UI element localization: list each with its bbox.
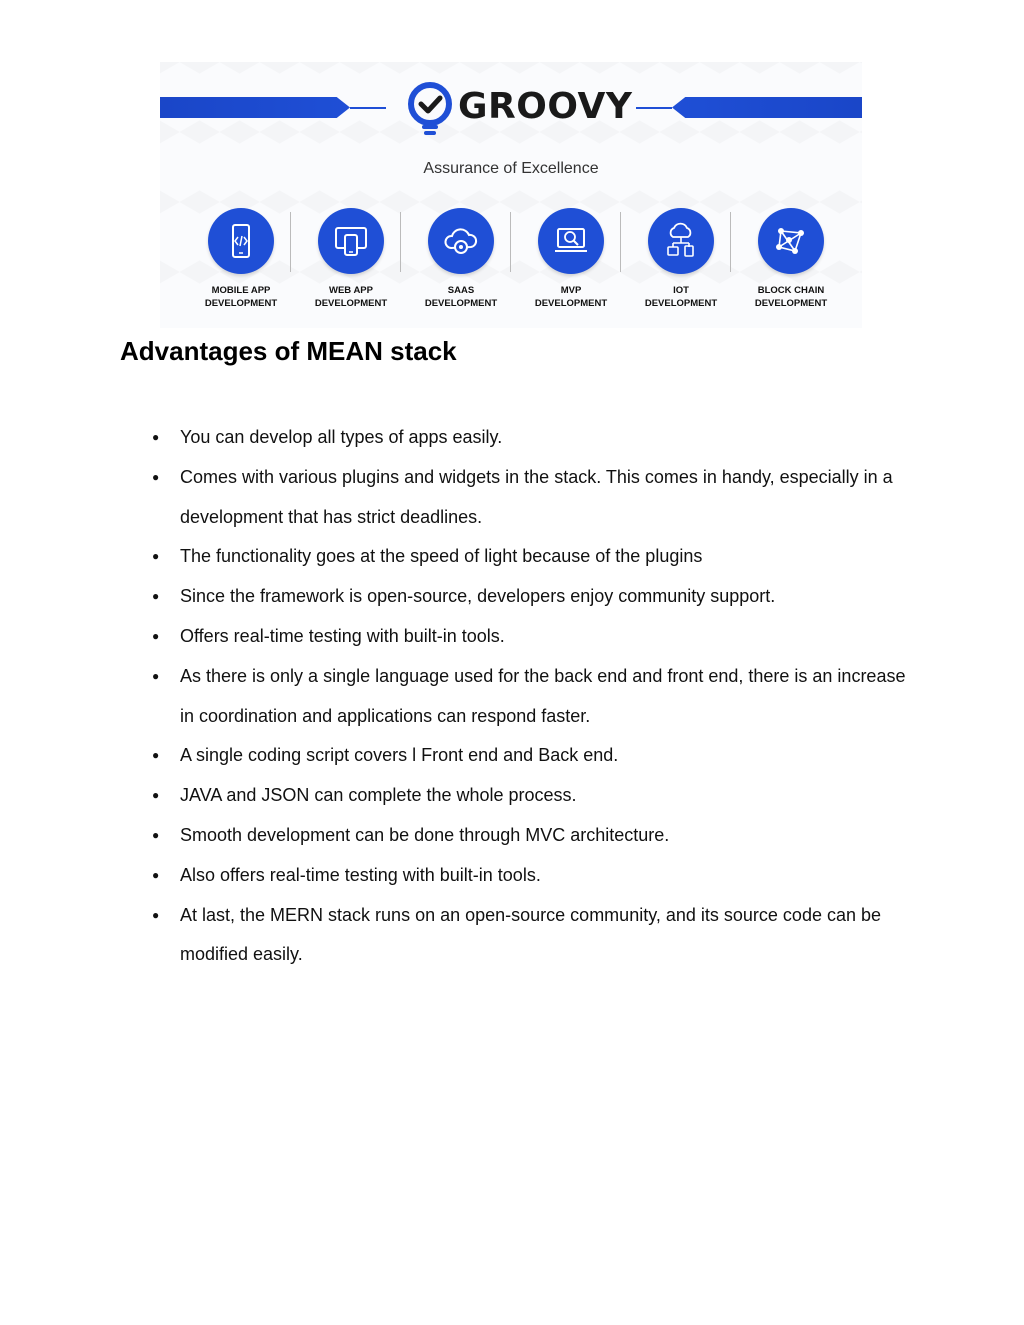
bullet-icon: ● (152, 430, 160, 444)
bullet-icon: ● (152, 748, 160, 763)
service-label: MOBILE APP DEVELOPMENT (204, 285, 278, 309)
list-item: ● Offers real-time testing with built-in tools. (120, 617, 910, 657)
service-divider (730, 212, 731, 272)
banner-stripe-line-right (636, 107, 672, 109)
service-divider (290, 212, 291, 272)
service-label: MVP DEVELOPMENT (534, 285, 608, 309)
bullet-icon: ● (152, 628, 160, 643)
bullet-icon: ● (152, 867, 160, 882)
list-item: ● A single coding script covers l Front end and Back end. (120, 736, 910, 776)
list-item: ● Comes with various plugins and widgets in the stack. This comes in handy, especially in a development that has strict deadlines. (120, 458, 910, 538)
service-label: BLOCK CHAIN DEVELOPMENT (754, 285, 828, 309)
service-divider (400, 212, 401, 272)
list-item: ● Since the framework is open-source, developers enjoy community support. (120, 577, 910, 617)
list-item: ● Smooth development can be done through MVC architecture. (120, 816, 910, 856)
services-row (196, 208, 856, 318)
service-mvp (526, 208, 616, 310)
service-label: SAAS DEVELOPMENT (424, 285, 498, 309)
mobile-code-icon (208, 208, 274, 274)
banner-stripe-line-left (350, 107, 386, 109)
service-divider (620, 212, 621, 272)
service-divider (510, 212, 511, 272)
service-mobile-app (196, 208, 286, 310)
list-item: ● Also offers real-time testing with built-in tools. (120, 856, 910, 896)
service-saas (416, 208, 506, 310)
brand-name: GROOVY (458, 86, 633, 127)
service-web-app (306, 208, 396, 310)
list-item: ● The functionality goes at the speed of light because of the plugins (120, 537, 910, 577)
list-item: ● At last, the MERN stack runs on an open-source community, and its source code can be modified easily. (120, 896, 910, 976)
banner-stripe-left (160, 97, 350, 118)
groovy-banner (160, 62, 862, 328)
section-heading: Advantages of MEAN stack (120, 336, 457, 366)
advantages-list (120, 418, 910, 975)
service-label: IOT DEVELOPMENT (644, 285, 718, 309)
bullet-icon: ● (152, 668, 160, 683)
blockchain-network-icon (758, 208, 824, 274)
iot-cloud-icon (648, 208, 714, 274)
service-blockchain (746, 208, 836, 310)
brand-tagline: Assurance of Excellence (423, 160, 599, 177)
cloud-gear-icon (428, 208, 494, 274)
bullet-icon: ● (152, 589, 160, 604)
bullet-icon: ● (152, 469, 160, 484)
list-item: ● JAVA and JSON can complete the whole process. (120, 776, 910, 816)
bullet-icon: ● (152, 549, 160, 564)
mvp-laptop-icon (538, 208, 604, 274)
groovy-bulb-check-icon (406, 82, 454, 138)
list-item: ● You can develop all types of apps easily. (120, 418, 910, 458)
bullet-icon: ● (152, 788, 160, 803)
service-iot (636, 208, 726, 310)
bullet-icon: ● (152, 907, 160, 922)
web-app-icon (318, 208, 384, 274)
banner-stripe-right (672, 97, 862, 118)
list-item: ● As there is only a single language used for the back end and front end, there is an increase in coordination and applications can respond faster. (120, 657, 910, 737)
service-label: WEB APP DEVELOPMENT (314, 285, 388, 309)
bullet-icon: ● (152, 827, 160, 842)
